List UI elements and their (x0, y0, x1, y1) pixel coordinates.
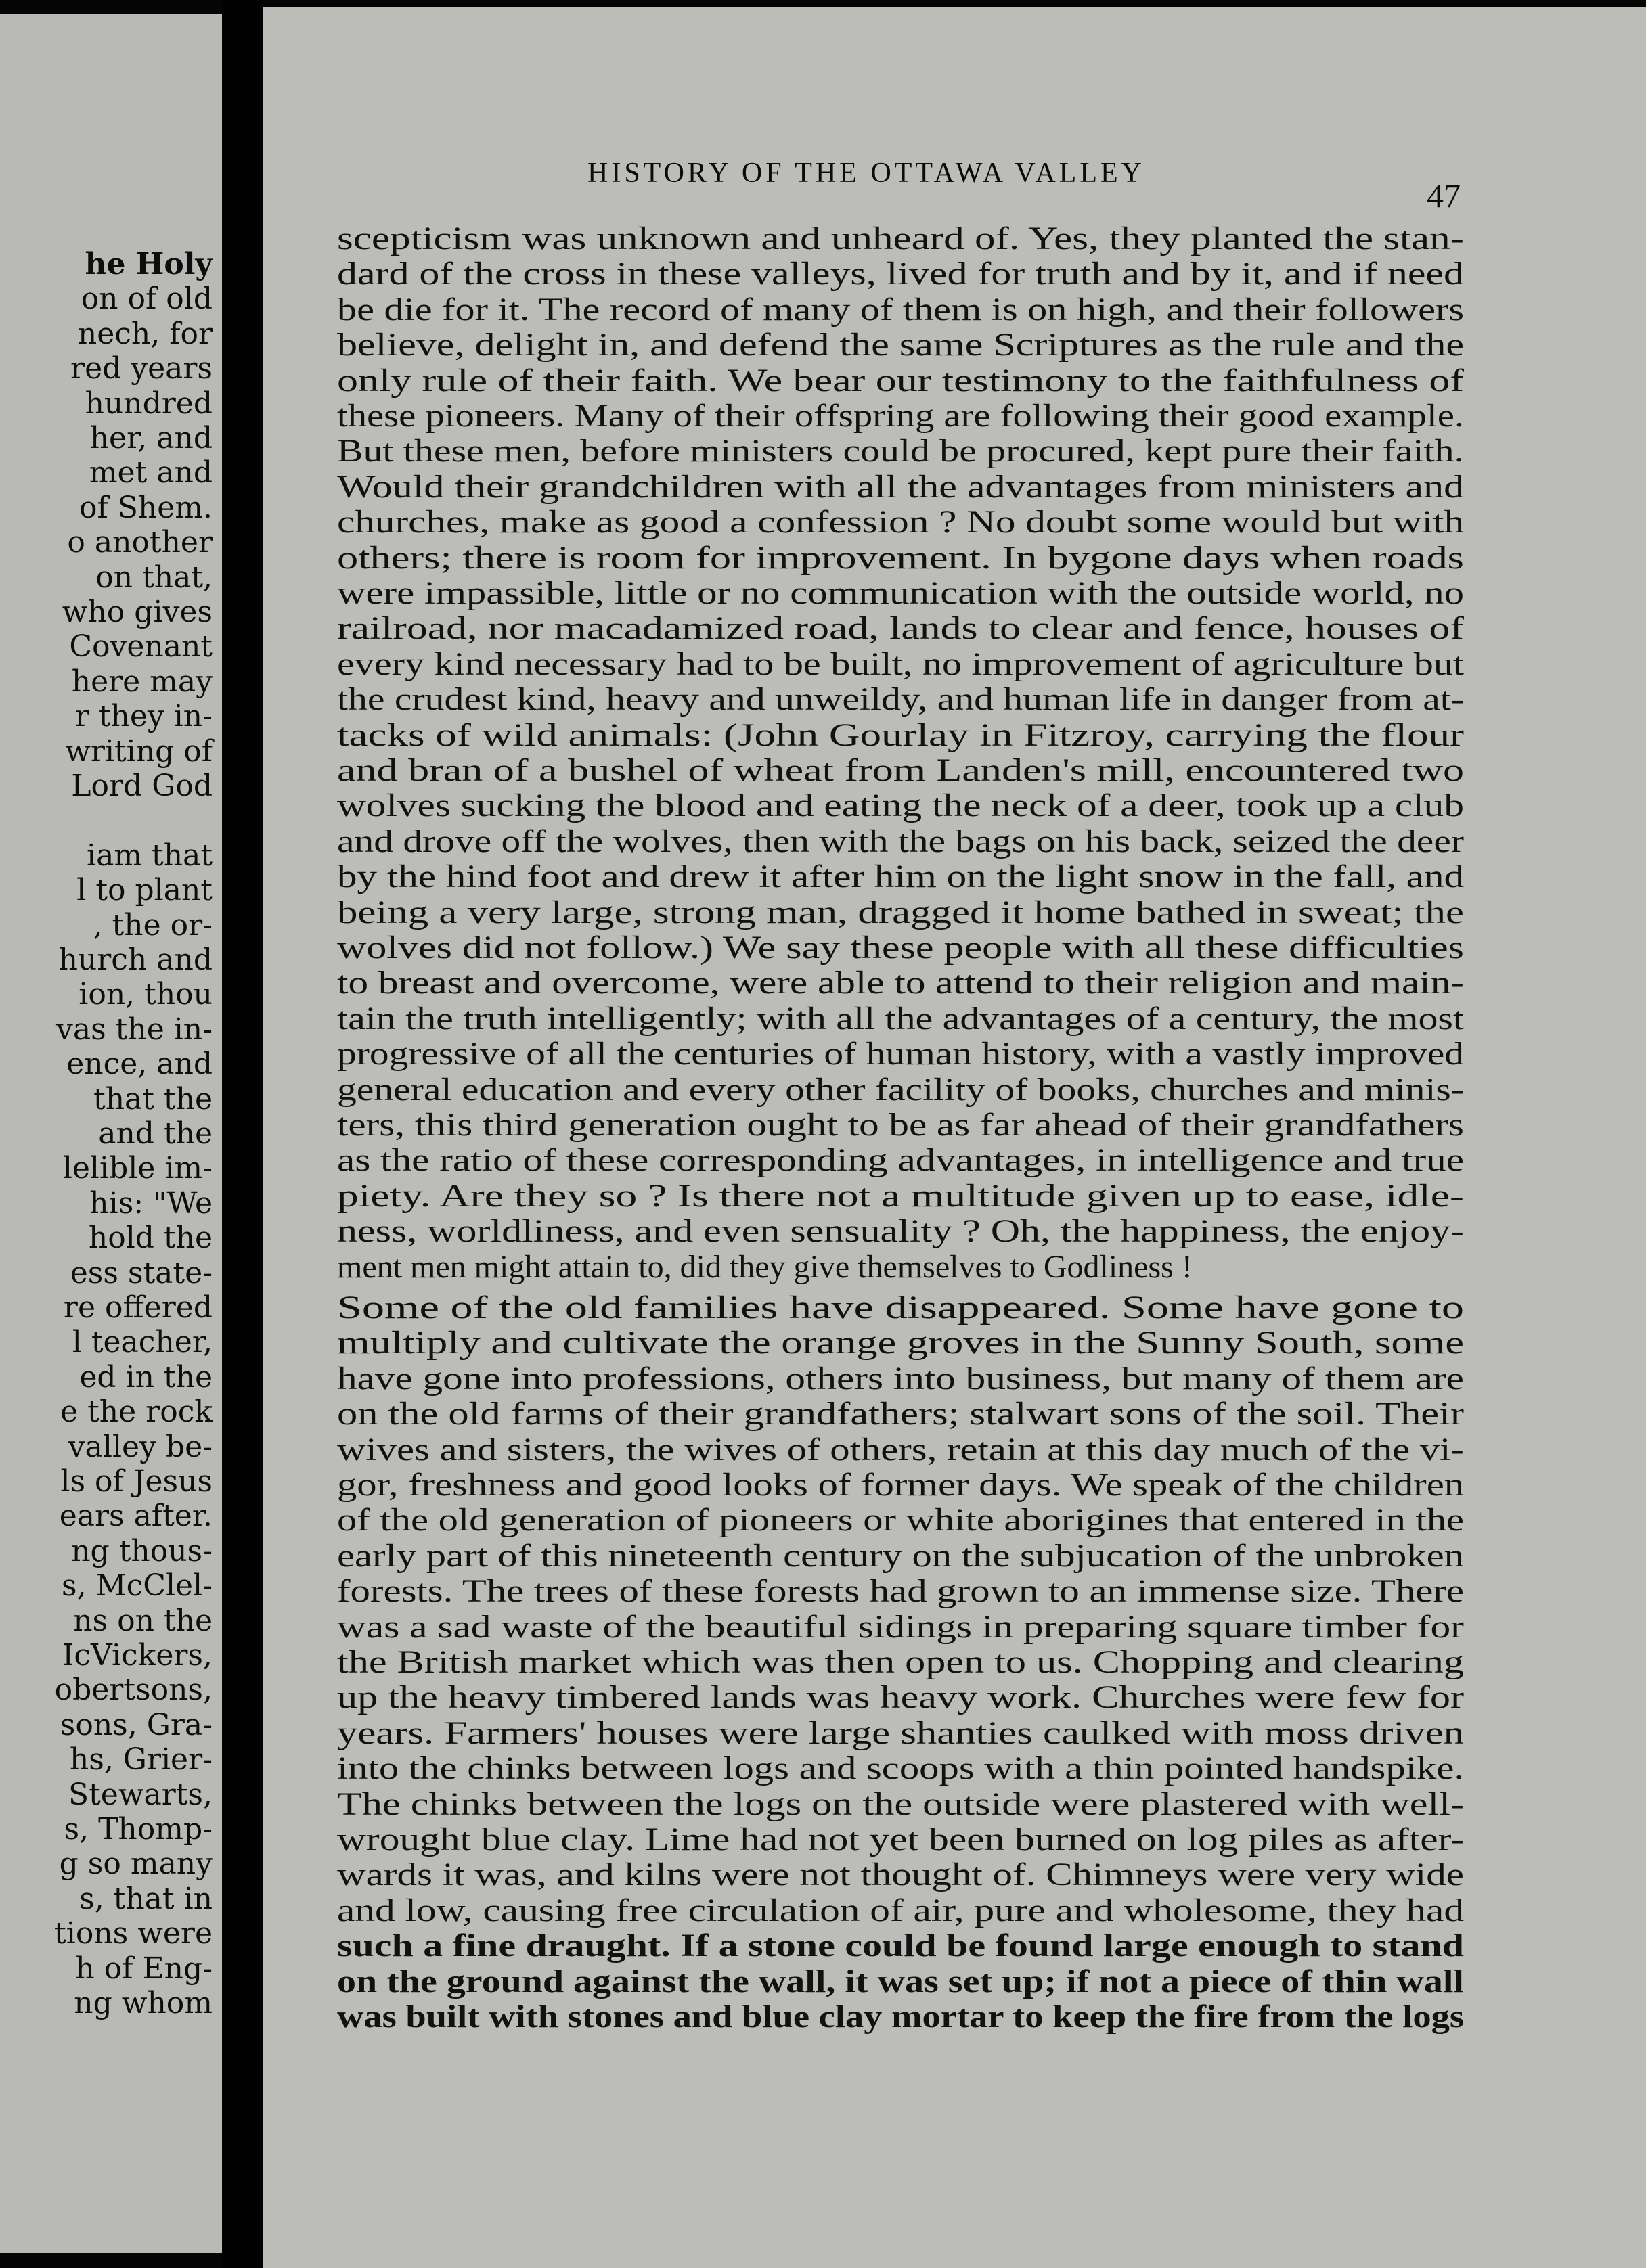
left-page-line: that the (93, 1081, 213, 1116)
body-text-line: the crudest kind, heavy and unweildy, and human life in danger from at- (337, 681, 1465, 718)
left-page-line: s, McClel- (62, 1568, 213, 1604)
left-page-line: ng whom (74, 1986, 213, 2020)
body-text-line: But these men, before ministers could be procured, kept pure their faith. (337, 433, 1464, 470)
left-page-line: and the (98, 1116, 213, 1151)
left-page-line: ng thous- (71, 1533, 213, 1568)
body-text-line: tain the truth intelligently; with all the advantages of a century, the most (337, 1000, 1465, 1037)
left-page-line: met and (89, 455, 213, 491)
body-text-line: wolves sucking the blood and eating the neck of a deer, took up a club (337, 788, 1464, 824)
body-text-line: as the ratio of these corresponding advantages, in intelligence and true (337, 1142, 1465, 1179)
left-page-line: valley be- (68, 1429, 213, 1464)
left-page-line: he Holy (85, 247, 213, 281)
body-text-line: dard of the cross in these valleys, lived for truth and by it, and if need (337, 256, 1464, 292)
body-text-line: scepticism was unknown and unheard of. Yes, they planted the stan- (337, 221, 1465, 256)
left-page-line: r they in- (74, 699, 213, 734)
body-text-line: on the old farms of their grandfathers; stalwart sons of the soil. Their (337, 1396, 1465, 1432)
left-page-line: sons, Gra- (60, 1707, 213, 1742)
body-text-line: Some of the old families have disappeared. Some have gone to (337, 1290, 1464, 1325)
body-text-line: ment men might attain to, did they give themselves to Godliness ! (337, 1248, 1193, 1285)
left-page-line: hold the (88, 1221, 213, 1256)
left-page-line: o another (67, 525, 213, 560)
left-page-line: , the or- (93, 907, 213, 943)
left-page-line: lelible im- (62, 1151, 213, 1186)
left-page-line: tions were (54, 1916, 213, 1951)
body-text-line: piety. Are they so ? Is there not a multitude given up to ease, idle- (337, 1177, 1465, 1214)
left-page-line: red years (70, 351, 213, 386)
left-page-line: writing of (65, 733, 213, 769)
left-page-line: ess state- (70, 1255, 213, 1290)
left-page-line: IcVickers, (62, 1638, 213, 1673)
left-page-line: re offered (63, 1290, 213, 1325)
body-text-line: were impassible, little or no communication with the outside world, no (337, 575, 1465, 611)
body-text-line: was a sad waste of the beautiful sidings in preparing square timber for (337, 1608, 1464, 1645)
left-page-line: on of old (81, 281, 213, 317)
left-page-line: vas the in- (56, 1012, 213, 1047)
left-page-line: ence, and (66, 1047, 213, 1082)
left-page-line: his: "We (89, 1185, 213, 1221)
left-page-line: of Shem. (79, 490, 213, 525)
left-page-line: g so many (59, 1846, 213, 1882)
left-page-line: ears after. (59, 1499, 213, 1534)
body-text-line: on the ground against the wall, it was set up; if not a piece of thin wall (337, 1963, 1464, 1999)
body-text-line: only rule of their faith. We bear our testimony to the faithfulness of (337, 362, 1464, 399)
body-text-line: multiply and cultivate the orange groves in the Sunny South, some (337, 1325, 1464, 1361)
body-text-line: into the chinks between logs and scoops with a thin pointed handspike. (337, 1750, 1465, 1787)
body-text-line: gor, freshness and good looks of former days. We speak of the children (337, 1467, 1465, 1503)
body-text-line: wrought blue clay. Lime had not yet been burned on log piles as after- (337, 1821, 1465, 1857)
body-text-line: and drove off the wolves, then with the bags on his back, seized the deer (337, 823, 1464, 859)
left-page-line: her, and (89, 421, 213, 455)
body-text-line: forests. The trees of these forests had grown to an immense size. There (337, 1573, 1464, 1610)
left-page-line: Lord God (71, 769, 213, 803)
body-text-line: early part of this nineteenth century on the subjucation of the unbroken (337, 1537, 1464, 1574)
body-text-line: of the old generation of pioneers or white aborigines that entered in the (337, 1502, 1465, 1539)
body-text-line: wards it was, and kilns were not thought of. Chimneys were very wide (337, 1857, 1464, 1893)
left-page-line: l to plant (76, 873, 213, 908)
body-text-line: progressive of all the centuries of human history, with a vastly improved (337, 1036, 1465, 1072)
body-text-line: have gone into professions, others into business, but many of them are (337, 1360, 1464, 1397)
body-text-line: the British market which was then open to us. Chopping and clearing (337, 1644, 1464, 1680)
left-page-line: hurch and (58, 943, 213, 977)
body-text-line: these pioneers. Many of their offspring are following their good example. (337, 398, 1464, 434)
left-page-line: h of Eng- (75, 1951, 213, 1986)
left-page-line: ns on the (73, 1603, 213, 1638)
left-page-line: e the rock (60, 1394, 213, 1430)
left-page-line: hs, Grier- (69, 1742, 213, 1777)
body-text-line: Would their grandchildren with all the advantages from ministers and (337, 468, 1465, 505)
body-text-line: ness, worldliness, and even sensuality ? Oh, the happiness, the enjoy- (337, 1213, 1464, 1250)
left-page-line: l teacher, (72, 1325, 213, 1360)
left-page-line: on that, (95, 560, 213, 595)
body-text-line: ters, this third generation ought to be as far ahead of their grandfathers (337, 1107, 1464, 1143)
body-text-line: tacks of wild animals: (John Gourlay in Fitzroy, carrying the flour (337, 717, 1465, 753)
body-text-line: churches, make as good a confession ? No doubt some would but with (337, 504, 1465, 541)
body-text-line: general education and every other facility of books, churches and minis- (337, 1071, 1464, 1108)
left-page-line: ed in the (79, 1359, 213, 1394)
left-page-line: ls of Jesus (60, 1464, 213, 1499)
body-text-line: by the hind foot and drew it after him on the light snow in the fall, and (337, 859, 1465, 895)
body-text-line: every kind necessary had to be built, no improvement of agriculture but (337, 645, 1465, 682)
left-page-line: here may (71, 664, 213, 699)
body-text-line: wolves did not follow.) We say these people with all these difficulties (337, 930, 1464, 966)
body-text-line: years. Farmers' houses were large shanties caulked with moss driven (337, 1715, 1465, 1751)
left-page-line: obertsons, (54, 1673, 213, 1708)
body-text-line: and bran of a bushel of wheat from Landen's mill, encountered two (337, 752, 1465, 788)
running-head: HISTORY OF THE OTTAWA VALLEY (587, 158, 1145, 189)
left-page-line: Stewarts, (68, 1777, 213, 1812)
body-text-line: was built with stones and blue clay mortar to keep the fire from the logs (337, 1999, 1465, 2035)
body-text-line: be die for it. The record of many of them is on high, and their followers (337, 291, 1464, 327)
left-page-line: hundred (85, 386, 213, 421)
body-text-line: The chinks between the logs on the outside were plastered with well- (337, 1786, 1465, 1822)
left-page-line: nech, for (77, 316, 213, 351)
body-text-line: believe, delight in, and defend the same Scriptures as the rule and the (337, 327, 1465, 363)
left-page-line: ion, thou (79, 977, 213, 1012)
body-text-line: being a very large, strong man, dragged it home bathed in sweat; the (337, 894, 1464, 930)
body-text-line: such a fine draught. If a stone could be found large enough to stand (337, 1928, 1464, 1964)
body-text-line: wives and sisters, the wives of others, retain at this day much of the vi- (337, 1431, 1464, 1468)
body-text-line: others; there is room for improvement. In bygone days when roads (337, 539, 1464, 576)
left-page-line: who gives (62, 595, 213, 629)
body-text-line: and low, causing free circulation of air, pure and wholesome, they had (337, 1892, 1465, 1928)
book-gutter (222, 0, 263, 2268)
body-text-line: up the heavy timbered lands was heavy work. Churches were few for (337, 1679, 1465, 1716)
body-text-line: to breast and overcome, were able to attend to their religion and main- (337, 965, 1465, 1001)
left-page-line: s, that in (79, 1881, 213, 1916)
left-page-line: Covenant (69, 629, 213, 664)
left-page-line: iam that (87, 838, 213, 873)
left-page-line: s, Thomp- (64, 1812, 213, 1846)
left-page-fragment (0, 14, 222, 2253)
body-text-line: railroad, nor macadamized road, lands to clear and fence, houses of (337, 610, 1465, 647)
page-number: 47 (1427, 177, 1461, 214)
right-page (263, 7, 1646, 2268)
